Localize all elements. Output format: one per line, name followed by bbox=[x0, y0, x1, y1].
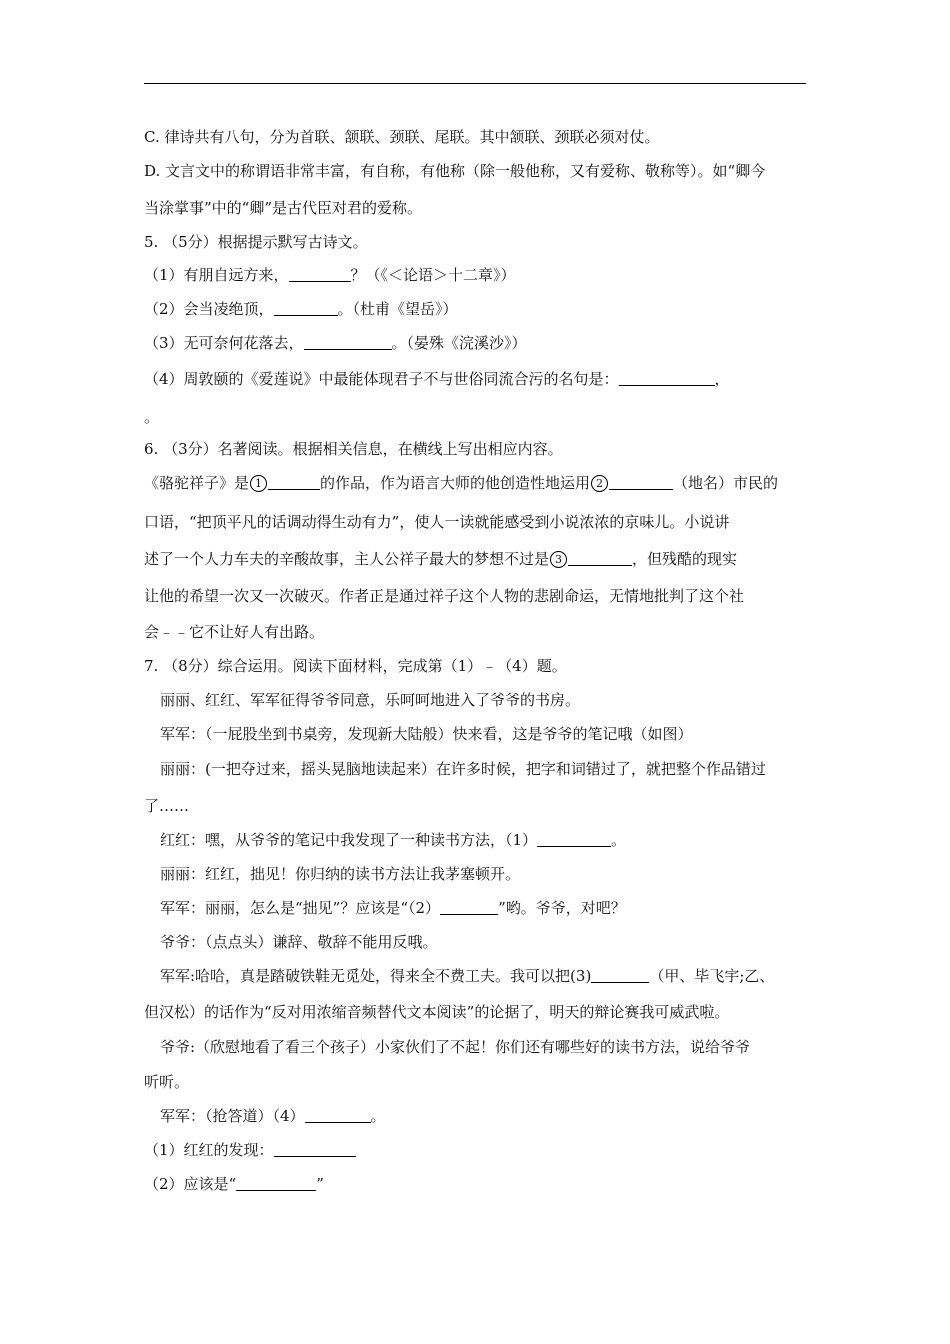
q6-line-1: 《骆驼祥子》是 1 的作品，作为语言大师的他创造性地运用 2 （地名）市民的 bbox=[144, 474, 779, 492]
q7-line-4: 了…… bbox=[144, 797, 190, 815]
answer-blank[interactable] bbox=[440, 899, 498, 915]
q6-line-4: 让他的希望一次又一次破灭。作者正是通过祥子这个人物的悲剧命运，无情地批判了这个社 bbox=[144, 587, 745, 605]
q7-answer-1: （1）红红的发现： bbox=[144, 1140, 356, 1160]
q7-line-5: 红红：嘿，从爷爷的笔记中我发现了一种读书方法，（1） 。 bbox=[160, 831, 627, 849]
q5-heading: 5. （5分）根据提示默写古诗文。 bbox=[144, 233, 368, 251]
q7-line-10: 但汉松）的话作为“反对用浓缩音频替代文本阅读”的论据了，明天的辩论赛我可威武啦。 bbox=[144, 1003, 730, 1021]
q6-line-5: 会﹣﹣它不让好人有出路。 bbox=[144, 623, 325, 641]
q5-item-4-tail: 。 bbox=[144, 408, 160, 426]
q5-item-1: （1）有朋自远方来， ？（《＜论语＞十二章》） bbox=[144, 266, 516, 284]
answer-blank[interactable] bbox=[619, 370, 715, 386]
option-d-line-2: 当涂掌事”中的“卿”是古代臣对君的爱称。 bbox=[144, 199, 423, 217]
answer-blank[interactable] bbox=[268, 474, 320, 490]
q7-line-2: 军军：（一屁股坐到书桌旁，发现新大陆般）快来看，这是爷爷的笔记哦（如图） bbox=[160, 725, 693, 743]
q6-line-2: 口语，“把顶平凡的话调动得生动有力”，使人一读就能感受到小说浓浓的京味儿。小说讲 bbox=[144, 513, 730, 531]
circled-number-2: 2 bbox=[591, 475, 608, 492]
q7-line-1: 丽丽、红红、军军征得爷爷同意，乐呵呵地进入了爷爷的书房。 bbox=[160, 691, 581, 709]
answer-blank[interactable] bbox=[305, 1107, 371, 1123]
q7-line-9: 军军:哈哈，真是踏破铁鞋无觅处，得来全不费工夫。我可以把(3) （甲、毕飞宇;乙、 bbox=[160, 967, 775, 985]
q6-line-3: 述了一个人力车夫的辛酸故事，主人公祥子最大的梦想不过是 3 ，但残酷的现实 bbox=[144, 550, 738, 568]
header-rule bbox=[144, 83, 806, 84]
answer-blank[interactable] bbox=[274, 1141, 356, 1157]
q7-line-6: 丽丽：红红，拙见！你归纳的读书方法让我茅塞顿开。 bbox=[160, 865, 521, 883]
answer-blank[interactable] bbox=[568, 550, 632, 566]
answer-blank[interactable] bbox=[289, 266, 351, 282]
q7-heading: 7. （8分）综合运用。阅读下面材料，完成第（1）﹣（4）题。 bbox=[144, 657, 567, 675]
q7-line-12: 听听。 bbox=[144, 1073, 190, 1091]
answer-blank[interactable] bbox=[304, 334, 392, 350]
q7-answer-2: （2）应该是“ ” bbox=[144, 1175, 324, 1193]
option-c: C. 律诗共有八句，分为首联、颔联、颈联、尾联。其中颔联、颈联必须对仗。 bbox=[144, 128, 660, 146]
answer-blank[interactable] bbox=[236, 1175, 316, 1191]
circled-number-1: 1 bbox=[250, 475, 267, 492]
q7-line-13: 军军：（抢答道）（4） 。 bbox=[160, 1107, 386, 1125]
q7-line-7: 军军：丽丽，怎么是“拙见”？应该是“（2） ”哟。爷爷，对吧？ bbox=[160, 899, 626, 917]
q7-line-3: 丽丽：(一把夺过来，摇头晃脑地读起来）在许多时候，把字和词错过了，就把整个作品错过 bbox=[160, 760, 766, 778]
answer-blank[interactable] bbox=[274, 300, 338, 316]
q7-line-11: 爷爷:（欣慰地看了看三个孩子）小家伙们了不起！你们还有哪些好的读书方法，说给爷爷 bbox=[160, 1038, 751, 1056]
answer-blank[interactable] bbox=[537, 831, 611, 847]
answer-blank[interactable] bbox=[609, 474, 673, 490]
circled-number-3: 3 bbox=[550, 551, 567, 568]
q5-item-3: （3）无可奈何花落去， 。（晏殊《浣溪沙》） bbox=[144, 334, 527, 352]
q6-heading: 6. （3分）名著阅读。根据相关信息，在横线上写出相应内容。 bbox=[144, 440, 563, 458]
answer-blank[interactable] bbox=[591, 967, 649, 983]
q5-item-4: （4）周敦颐的《爱莲说》中最能体现君子不与世俗同流合污的名句是： ， bbox=[144, 370, 730, 388]
q5-item-2: （2）会当凌绝顶， 。（杜甫《望岳》） bbox=[144, 300, 458, 318]
option-d-line-1: D. 文言文中的称谓语非常丰富，有自称，有他称（除一般他称，又有爱称、敬称等）。如“卿今 bbox=[144, 162, 766, 180]
q7-line-8: 爷爷：（点点头）谦辞、敬辞不能用反哦。 bbox=[160, 933, 438, 951]
